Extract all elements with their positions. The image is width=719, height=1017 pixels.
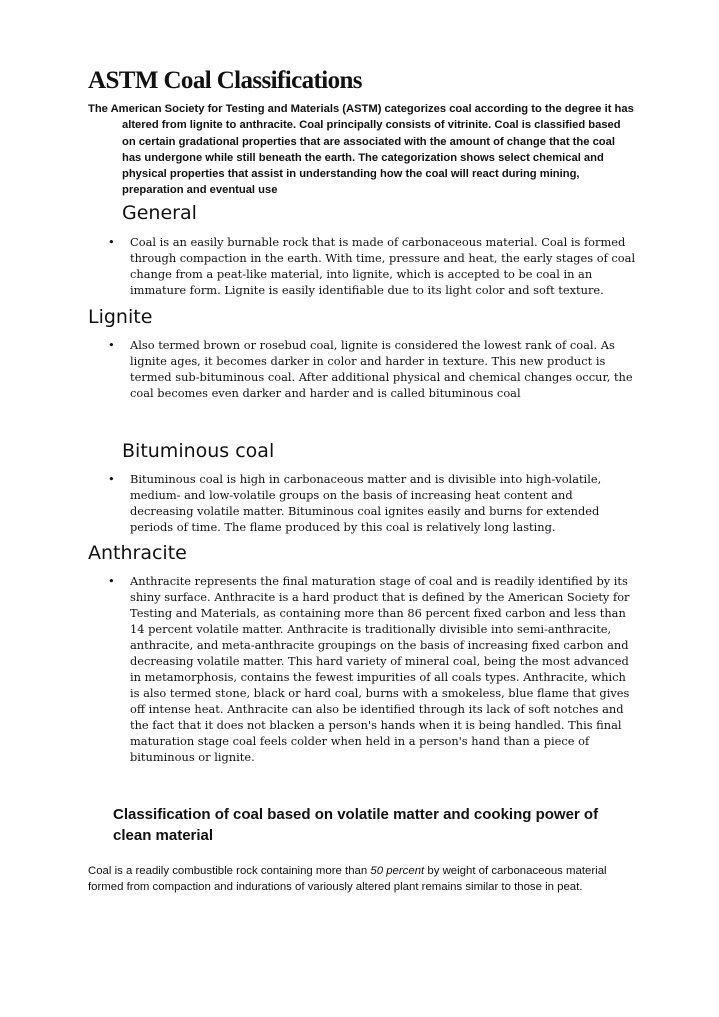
- list-item: [88, 234, 636, 298]
- lignite-list: [88, 337, 636, 401]
- bullet-icon: •: [108, 471, 115, 486]
- classification-text-end: by weight of carbonaceous material formed from compaction and indurations of variously altered plant remains similar to those in peat.: [88, 864, 607, 894]
- page-title: ASTM Coal Classifications: [88, 67, 362, 94]
- classification-emphasis: 50 percent: [370, 864, 425, 877]
- bullet-icon: •: [108, 337, 115, 352]
- list-item: [88, 337, 636, 401]
- heading-lignite: Lignite: [88, 305, 153, 328]
- bituminous-list: [88, 471, 636, 535]
- bullet-icon: •: [108, 573, 115, 588]
- heading-bituminous-coal: Bituminous coal: [122, 439, 275, 462]
- list-item-text: Coal is an easily burnable rock that is made of carbonaceous material. Coal is formed through compaction in the earth. With time, pressure and heat, the early stages of coal change from a peat-like material, into lignite, which is accepted to be coal in an immature form. Lignite is easily identifiable due to its light color and soft texture.: [130, 234, 636, 297]
- list-item: [88, 471, 636, 535]
- bullet-icon: •: [108, 234, 115, 249]
- document-page: [88, 66, 636, 896]
- list-item-text: Anthracite represents the final maturation stage of coal and is readily identified by its shiny surface. Anthracite is a hard product that is defined by the American Society for Testing and Materials, as containing more than 86 percent fixed carbon and less than 14 percent volatile matter. Anthracite is traditionally divisible into semi-anthracite, anthracite, and meta-anthracite groupings on the basis of increasing fixed carbon and decreasing volatile matter. This hard variety of mineral coal, being the most advanced in metamorphosis, contains the fewest impurities of all coals types. Anthracite, which is also termed stone, black or hard coal, burns with a smokeless, blue flame that gives off intense heat. Anthracite can also be identified through its lack of soft notches and the fact that it does not blacken a person's hands when it is being handled. This final maturation stage coal feels colder when held in a person's hand than a piece of bituminous or lignite.: [130, 573, 630, 764]
- anthracite-list: [88, 573, 636, 765]
- classification-text-start: Coal is a readily combustible rock containing more than: [88, 864, 371, 877]
- heading-general: General: [122, 201, 197, 224]
- intro-paragraph: The American Society for Testing and Materials (ASTM) categorizes coal according to the degree it has altered from lignite to anthracite. Coal principally consists of vitrinite. Coal is classified based on certain gradational properties that are associated with the amount of change that the coal has undergone while still beneath the earth. The categorization shows select chemical and physical properties that assist in understanding how the coal will react during mining, preparation and eventual use: [88, 103, 634, 197]
- classification-heading: Classification of coal based on volatile matter and cooking power of clean material: [113, 805, 599, 844]
- classification-paragraph: [88, 863, 636, 896]
- list-item-text: Also termed brown or rosebud coal, lignite is considered the lowest rank of coal. As lignite ages, it becomes darker in color and harder in texture. This new product is termed sub-bituminous coal. After additional physical and chemical changes occur, the coal becomes even darker and harder and is called bituminous coal: [130, 337, 633, 400]
- general-list: [88, 234, 636, 298]
- list-item-text: Bituminous coal is high in carbonaceous matter and is divisible into high-volatile, medium- and low-volatile groups on the basis of increasing heat content and decreasing volatile matter. Bituminous coal ignites easily and burns for extended periods of time. The flame produced by this coal is relatively long lasting.: [130, 471, 602, 534]
- heading-anthracite: Anthracite: [88, 541, 187, 564]
- list-item: [88, 573, 636, 765]
